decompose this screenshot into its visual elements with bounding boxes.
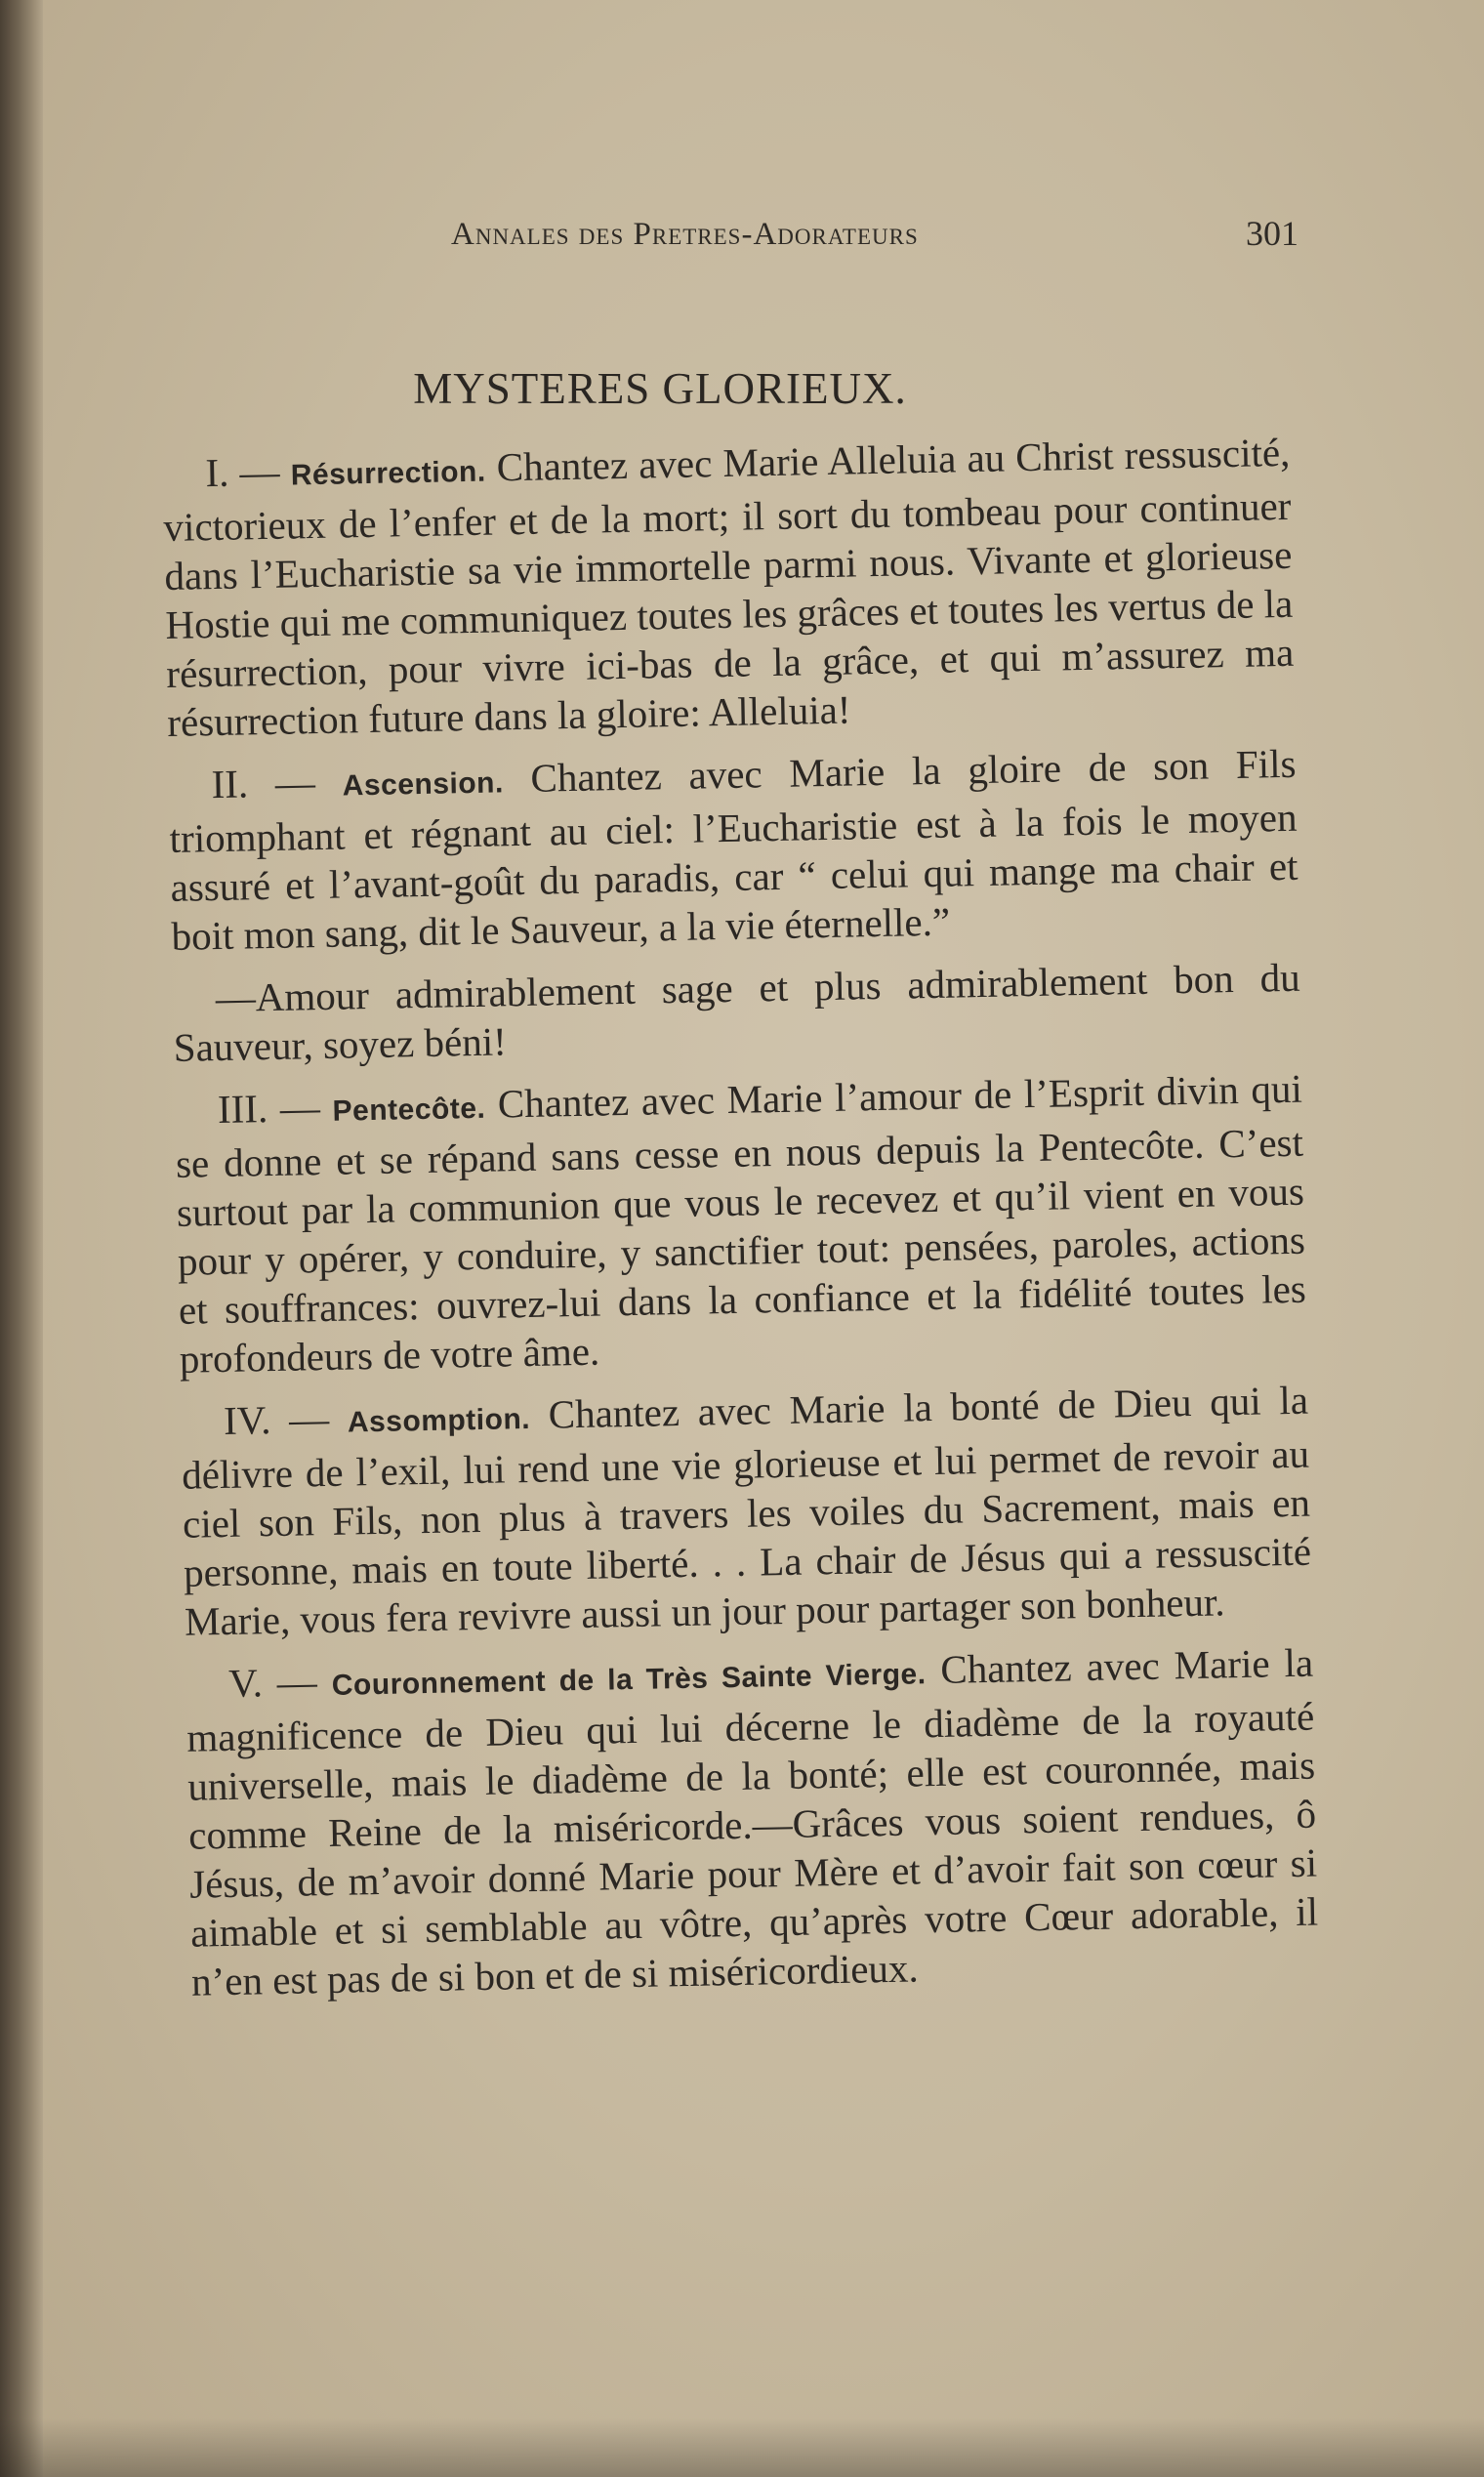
paragraph-numeral: V. — bbox=[227, 1659, 318, 1706]
paragraph-text: Chantez avec Marie la gloire de son Fils triomphant et régnant au ciel: l’Eucharistie est à la fois le moyen assuré et l’avant-goût du paradis, car “ celui qui mange ma chair et boit mon sang, dit le Sauveur, a la vie éternelle.” bbox=[169, 740, 1298, 959]
paragraph-text: —Amour admirablement sage et plus admirablement bon du Sauveur, soyez béni! bbox=[173, 954, 1301, 1070]
paragraph-text: Chantez avec Marie la bonté de Dieu qui la délivre de l’exil, lui rend une vie glorieuse et lui permet de revoir au ciel son Fils, non plus à travers les voiles du Sacrement, mais en personne, mais en toute liberté. . . La chair de Jésus qui a ressuscité Marie, vous fera revivre aussi un jour pour partager son bonheur. bbox=[181, 1377, 1312, 1644]
body-text bbox=[162, 428, 1320, 2020]
paragraph-resurrection bbox=[162, 428, 1296, 747]
paragraph-numeral: III. — bbox=[217, 1085, 321, 1133]
paragraph-numeral: IV. — bbox=[223, 1395, 330, 1443]
page-number: 301 bbox=[1246, 214, 1298, 253]
paragraph-text: Chantez avec Marie Alleluia au Christ ressuscité, victorieux de l’enfer et de la mort; il sort du tombeau pour continuer dans l’Eucharistie sa vie immortelle parmi nous. Vivante et glorieuse Hostie qui me communiquez toutes les grâces et toutes les vertus de la résurrection, pour vivre ici-bas de la grâce, et qui m’assurez ma résurrection future dans la gloire: Alleluia! bbox=[163, 429, 1295, 745]
paragraph-text: Chantez avec Marie la magnificence de Dieu qui lui décerne le diadème de la royauté universelle, mais le diadème de la bonté; elle est couronnée, mais comme Reine de la miséricorde.—Grâces vous soient rendues, ô Jésus, de m’avoir donné Marie pour Mère et d’avoir fait son cœur si aimable et si semblable au vôtre, qu’après votre Cœur adorable, il n’en est pas de si bon et de si miséricordieux. bbox=[186, 1639, 1319, 2004]
paragraph-numeral: II. — bbox=[211, 760, 316, 807]
running-head: Annales des Pretres-Adorateurs bbox=[451, 217, 919, 252]
paragraph-heading: Ascension. bbox=[342, 766, 505, 803]
paragraph-assomption bbox=[181, 1376, 1313, 1646]
paragraph-numeral: I. — bbox=[205, 448, 280, 496]
book-page bbox=[43, 0, 1484, 2477]
paragraph-amour bbox=[172, 953, 1301, 1072]
paragraph-text: Chantez avec Marie l’amour de l’Esprit divin qui se donne et se répand sans cesse en nous depuis la Pentecôte. C’est surtout par la communion que vous le recevez et qu’il vient en vous pour y opérer, y conduire, y sanctifier tout: pensées, paroles, actions et souffrances: ouvrez-lui dans la confiance et la fidélité toutes les profondeurs de votre âme. bbox=[175, 1065, 1307, 1382]
paragraph-ascension bbox=[168, 739, 1299, 961]
paragraph-heading: Assomption. bbox=[347, 1402, 531, 1439]
paragraph-heading: Résurrection. bbox=[290, 455, 486, 492]
paragraph-pentecote bbox=[175, 1064, 1308, 1383]
paragraph-couronnement bbox=[186, 1638, 1320, 2006]
paragraph-heading: Pentecôte. bbox=[332, 1092, 486, 1128]
section-title: MYSTERES GLORIEUX. bbox=[413, 364, 907, 413]
paragraph-heading: Couronnement de la Très Sainte Vierge. bbox=[331, 1658, 927, 1702]
page-bottom-shadow bbox=[0, 2418, 1484, 2477]
